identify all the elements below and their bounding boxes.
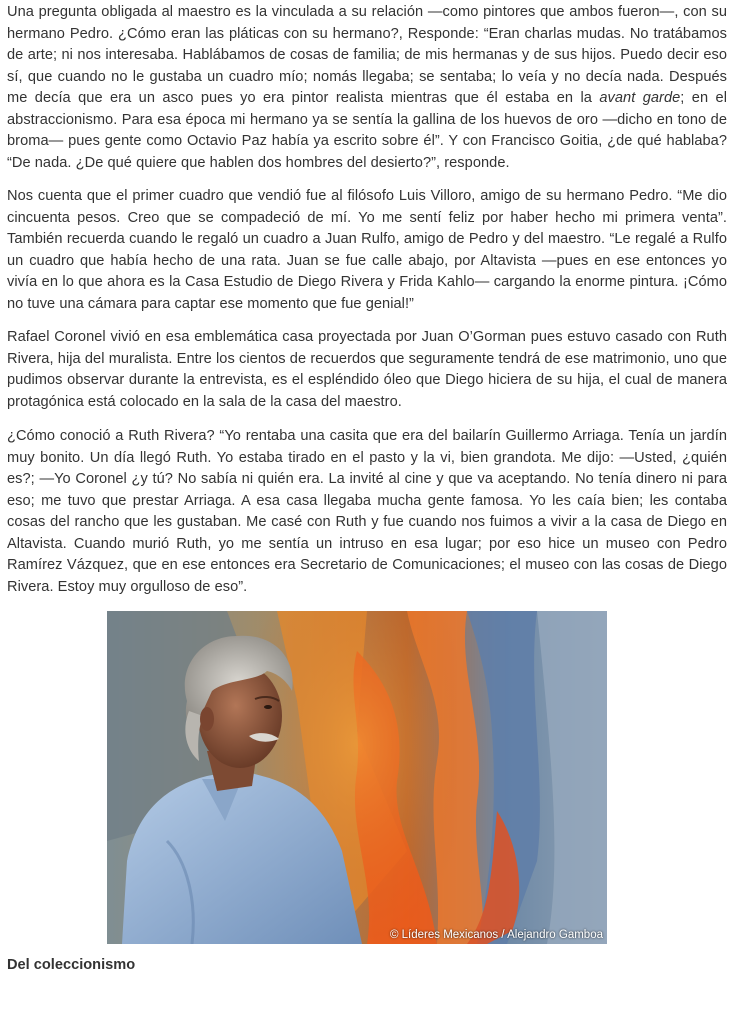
- italic-avant-garde: avant garde: [599, 90, 681, 106]
- paragraph-3: Rafael Coronel vivió en esa emblemática casa proyectada por Juan O’Gorman pues estuvo casado con Ruth Rivera, hija del muralista. Entre los cientos de recuerdos que seguramente tendrá de ese matrimonio, uno que pudimos observar durante la entrevista, es el espléndido óleo que Diego hiciera de su hija, el cual de manera protagónica está colocado en la sala de la casa del maestro.: [7, 329, 727, 410]
- paragraph-1: [7, 0, 727, 174]
- paragraph-4: ¿Cómo conoció a Ruth Rivera? “Yo rentaba una casita que era del bailarín Guillermo Arriaga. Tenía un jardín muy bonito. Un día llegó Ruth. Yo estaba tirado en el pasto y la vi, bien grandota. Me dijo: —Usted, ¿quién es?; —Yo Coronel ¿y tú? No sabía ni quién era. La invité al cine y que va aceptando. No tenía dinero ni para eso; me tuvo que prestar Arriaga. A esa casa llegaba mucha gente famosa. Yo les caía bien; les contaba cosas del rancho que les gustaban. Me casé con Ruth y fue cuando nos fuimos a vivir a la casa de Diego en Altavista. Cuando murió Ruth, yo me sentía un intruso en esa lugar; por eso hice un museo con Pedro Ramírez Vázquez, que en ese entonces era Secretario de Comunicaciones; el museo con las cosas de Diego Rivera. Estoy muy orgulloso de eso”.: [7, 428, 727, 595]
- portrait-photo-illustration: [107, 611, 607, 944]
- paragraph-2: Nos cuenta que el primer cuadro que vendió fue al filósofo Luis Villoro, amigo de su hermano Pedro. “Me dio cincuenta pesos. Creo que se compadeció de mí. Yo me sentí feliz por haber hecho mi primera venta”. También recuerda cuando le regaló un cuadro a Juan Rulfo, amigo de Pedro y del maestro. “Le regalé a Rulfo un cuadro que había hecho de una rata. Juan se fue calle abajo, por Altavista —pues en ese entonces yo vivía en lo que ahora es la Casa Estudio de Diego Rivera y Frida Kahlo— cargando la enorme pintura. ¡Cómo no tuve una cámara para captar ese momento que fue genial!”: [7, 188, 727, 312]
- paragraph-1-text-a: Una pregunta obligada al maestro es la vinculada a su relación —como pintores que ambos fueron—, con su hermano Pedro. ¿Cómo eran las pláticas con su hermano?, Responde: “Eran charlas mudas. No tratábamos de arte; ni nos interesaba. Hablábamos de cosas de familia; de mis hermanas y de sus hijos. Puedo decir eso sí, que cuando no le gustaba un cuadro mío; nomás llegaba; se sentaba; lo veía y no decía nada. Después me decía que era un asco pues yo era pintor realista mientras que él estaba en la: [7, 4, 727, 106]
- paragraph-1-text-b: ; en el abstraccionismo. Para esa época mi hermano ya se sentía la gallina de los huevos de oro —dicho en tono de broma— pues gente como Octavio Paz había ya escrito sobre él”. Y con Francisco Goitia, ¿de qué hablaba? “De nada. ¿De qué quiere que hablen dos hombres del desierto?”, responde.: [7, 90, 727, 171]
- section-heading: Del coleccionismo: [7, 957, 136, 973]
- portrait-photo: [107, 611, 607, 944]
- photo-credit: © Líderes Mexicanos / Alejandro Gamboa: [389, 929, 603, 941]
